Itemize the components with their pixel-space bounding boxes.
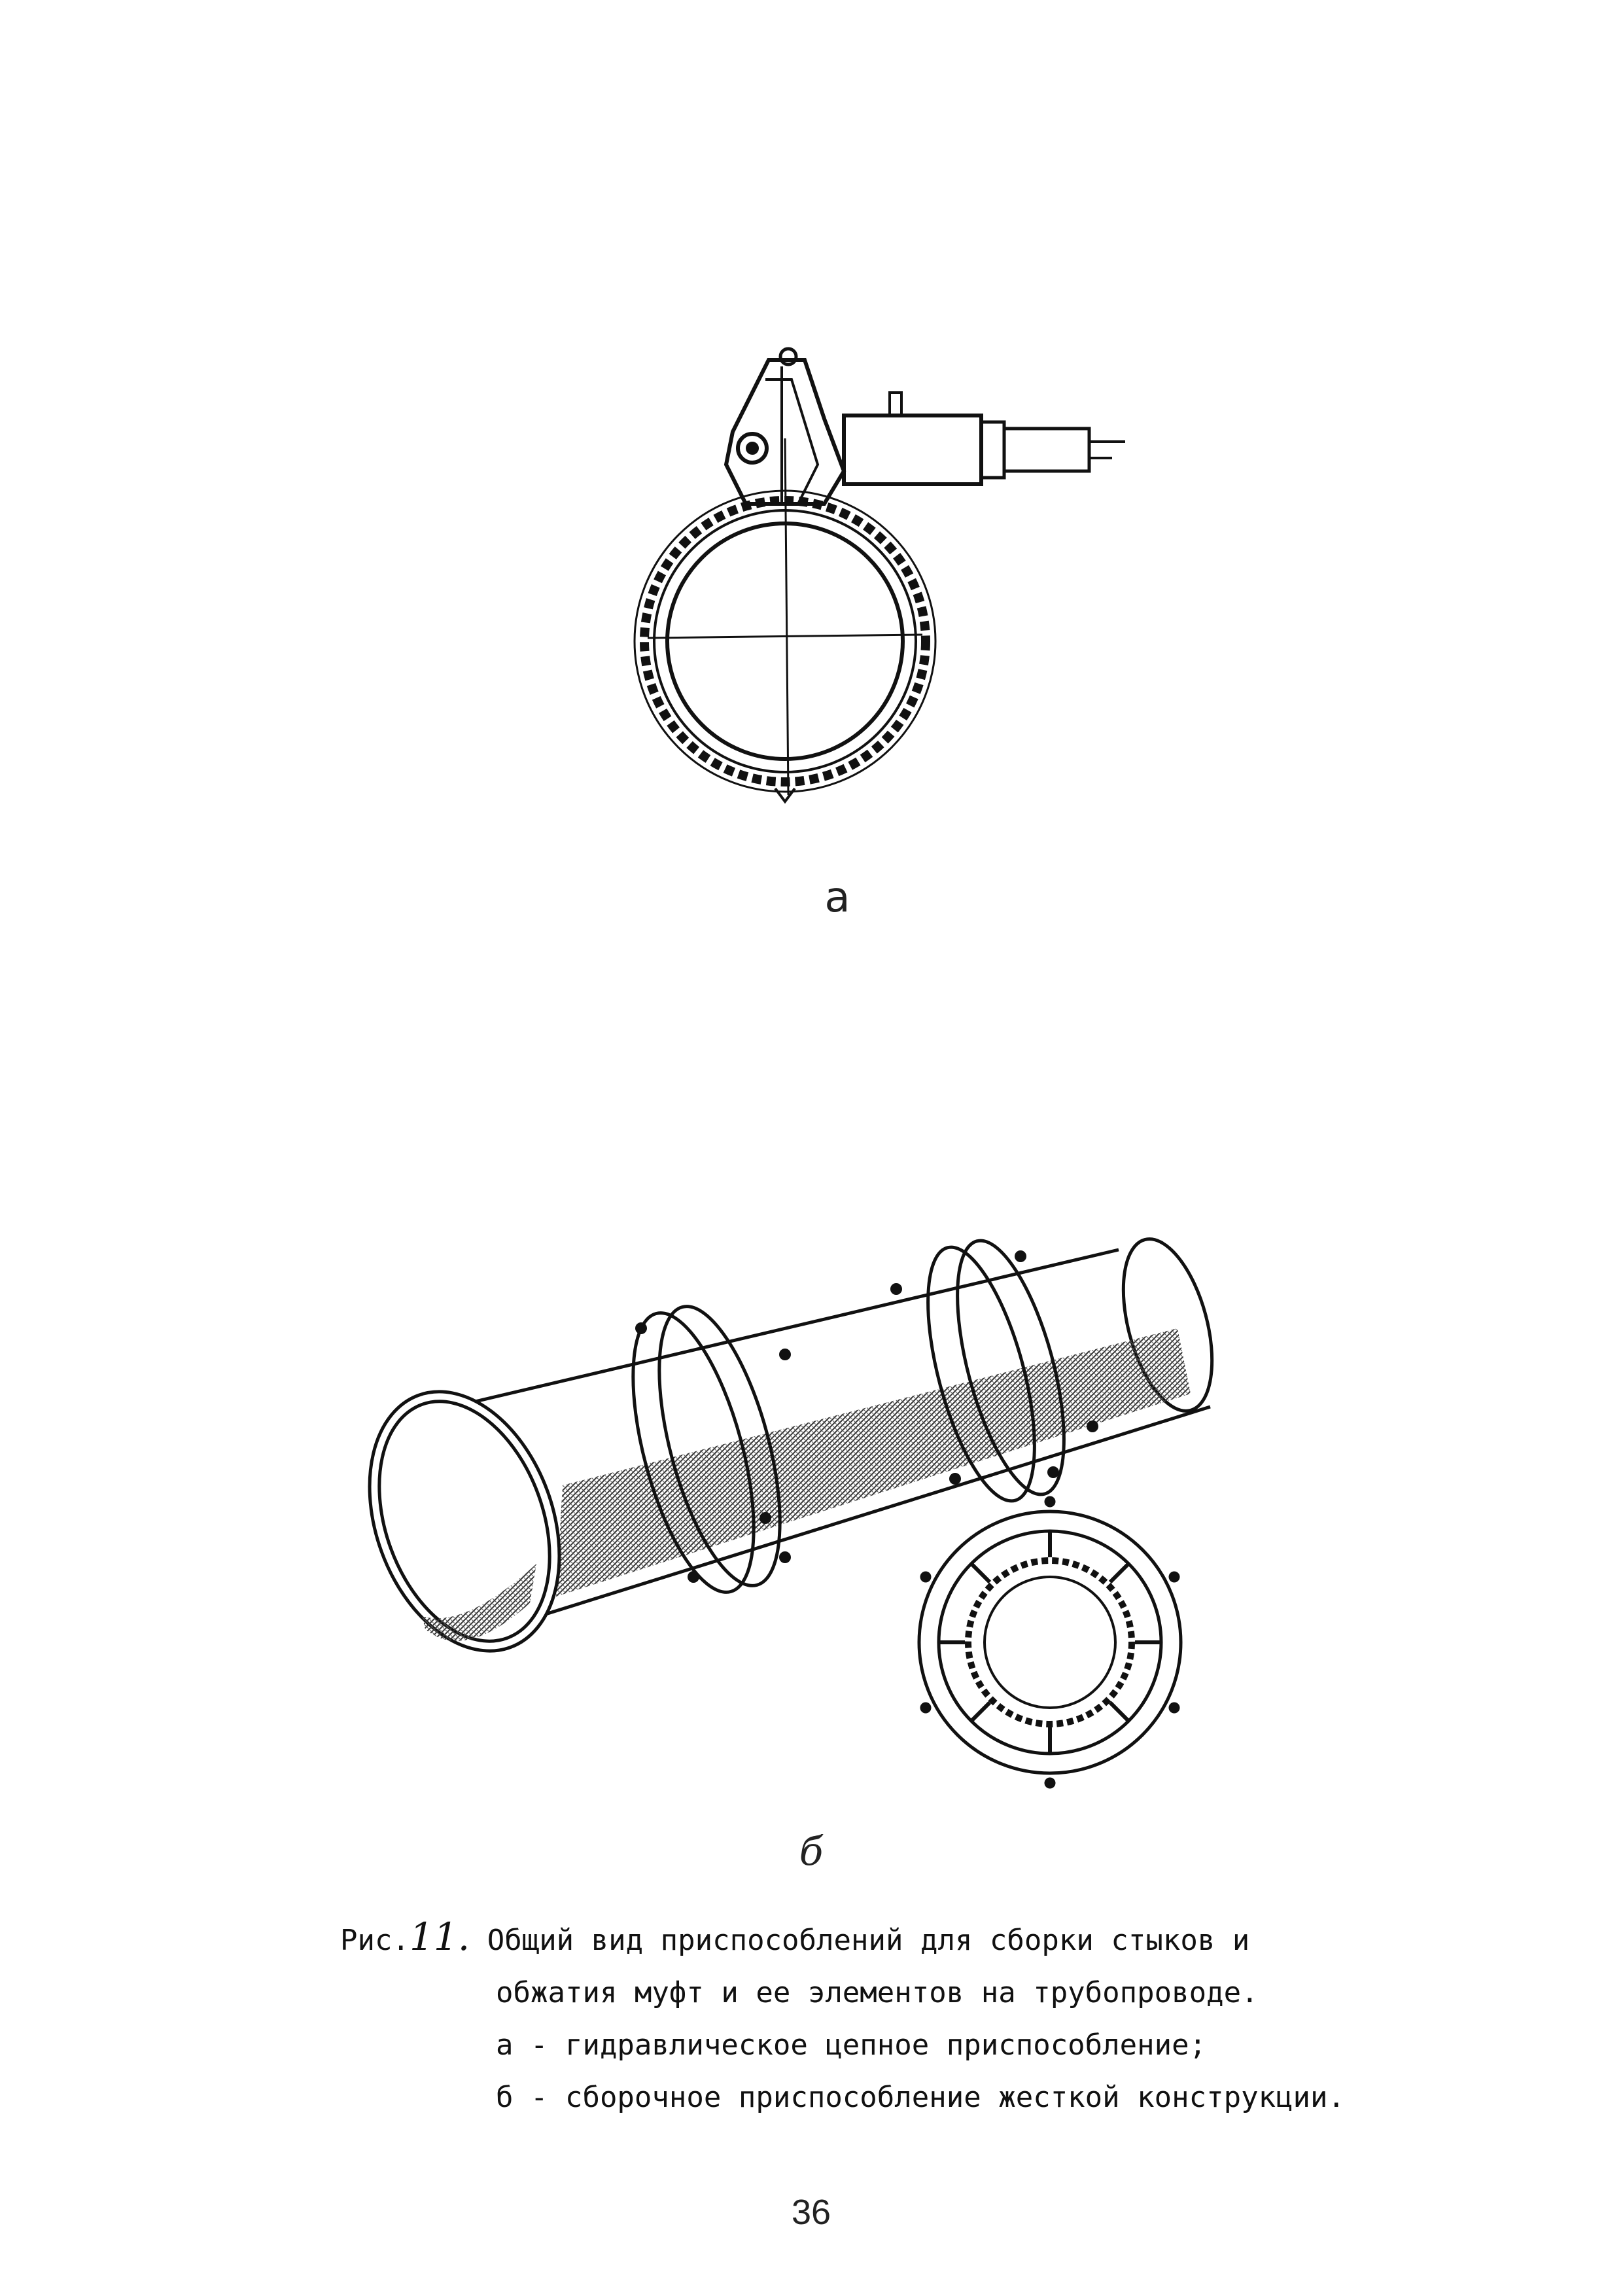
rigid-assembly-clamp-drawing <box>366 1210 1243 1799</box>
caption-line-3: а - гидравлическое цепное приспособление; <box>496 2028 1207 2062</box>
caption-number: 11. <box>409 1915 470 1959</box>
figure-a-label: а <box>824 874 850 922</box>
caption-line-1 <box>340 1911 1518 1967</box>
hydraulic-chain-clamp-drawing <box>628 308 1125 818</box>
caption-line-4: б - сборочное приспособление жесткой конструкции. <box>496 2081 1346 2114</box>
figure-caption <box>340 1911 1518 2124</box>
caption-line-2: обжатия муфт и ее элементов на трубопроводе. <box>496 1976 1259 2009</box>
page-number: 36 <box>791 2193 831 2232</box>
figure-b-label: б <box>799 1829 824 1875</box>
caption-text-1: Общий вид приспособлений для сборки стыков и <box>487 1924 1250 1957</box>
caption-prefix: Рис. <box>340 1924 410 1957</box>
